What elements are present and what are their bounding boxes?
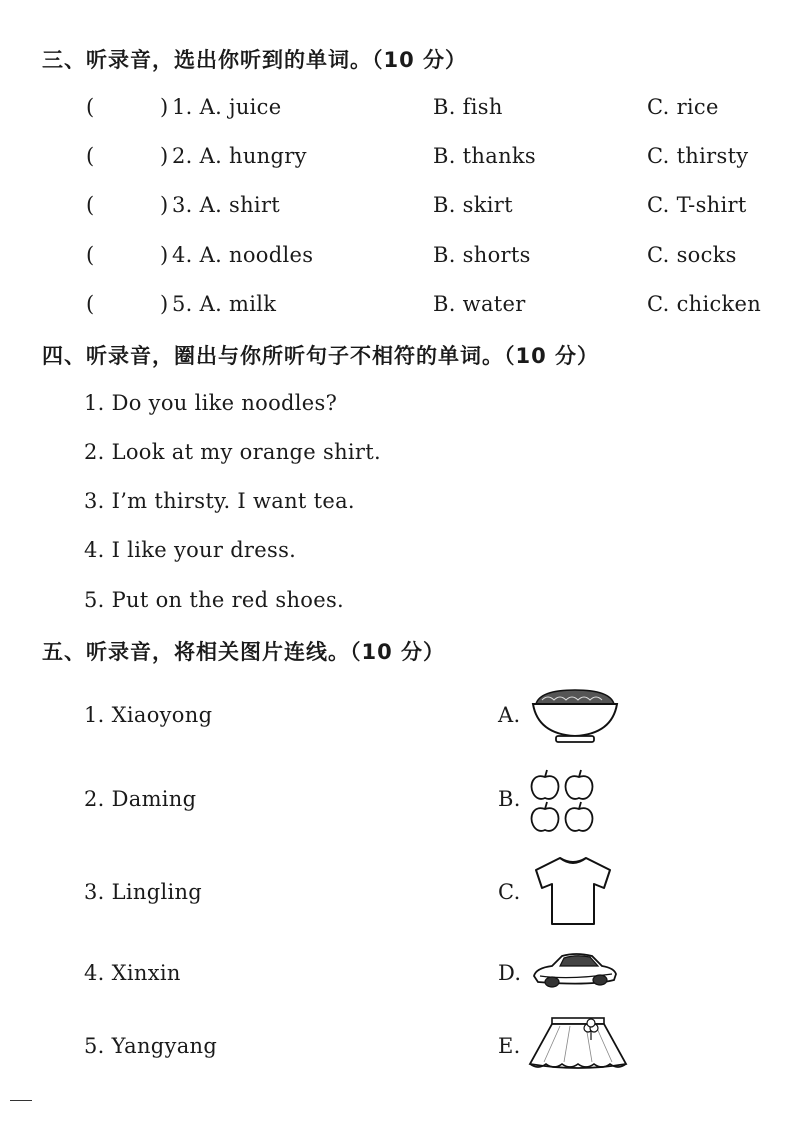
option-a: 5. A. milk: [172, 292, 277, 316]
option-b: B. skirt: [433, 193, 513, 217]
answer-paren-close: ): [160, 144, 169, 168]
section-3-heading: 三、听录音，选出你听到的单词。（10 分）: [42, 48, 468, 72]
answer-paren-open: (: [86, 193, 95, 217]
sentence: 5. Put on the red shoes.: [84, 588, 344, 612]
answer-paren-close: ): [160, 243, 169, 267]
option-label-b: B.: [498, 787, 521, 811]
sentence: 1. Do you like noodles?: [84, 391, 338, 415]
name-item: 2. Daming: [84, 787, 197, 811]
answer-paren-open: (: [86, 292, 95, 316]
option-label-e: E.: [498, 1034, 521, 1058]
sentence: 2. Look at my orange shirt.: [84, 440, 381, 464]
option-b: B. shorts: [433, 243, 531, 267]
option-a: 2. A. hungry: [172, 144, 307, 168]
option-c: C. rice: [647, 95, 719, 119]
sentence: 4. I like your dress.: [84, 538, 297, 562]
answer-paren-close: ): [160, 292, 169, 316]
option-a: 1. A. juice: [172, 95, 282, 119]
answer-paren-open: (: [86, 144, 95, 168]
answer-paren-open: (: [86, 95, 95, 119]
option-a: 3. A. shirt: [172, 193, 281, 217]
page-margin-mark: [10, 1100, 32, 1101]
answer-paren-close: ): [160, 95, 169, 119]
name-item: 5. Yangyang: [84, 1034, 218, 1058]
option-c: C. thirsty: [647, 144, 749, 168]
section-5-heading: 五、听录音，将相关图片连线。（10 分）: [42, 640, 446, 664]
option-b: B. fish: [433, 95, 503, 119]
noodle-bowl-icon: [530, 686, 620, 746]
option-label-c: C.: [498, 880, 521, 904]
option-label-a: A.: [498, 703, 521, 727]
name-item: 3. Lingling: [84, 880, 203, 904]
car-icon: [530, 950, 618, 992]
skirt-icon: [526, 1014, 630, 1072]
name-item: 1. Xiaoyong: [84, 703, 213, 727]
name-item: 4. Xinxin: [84, 961, 181, 985]
t-shirt-icon: [530, 854, 616, 928]
section-4-heading: 四、听录音，圈出与你所听句子不相符的单词。（10 分）: [42, 344, 600, 368]
answer-paren-close: ): [160, 193, 169, 217]
option-c: C. chicken: [647, 292, 762, 316]
answer-paren-open: (: [86, 243, 95, 267]
sentence: 3. I’m thirsty. I want tea.: [84, 489, 355, 513]
option-b: B. thanks: [433, 144, 536, 168]
option-c: C. socks: [647, 243, 737, 267]
apples-icon: [527, 767, 599, 833]
option-a: 4. A. noodles: [172, 243, 314, 267]
option-b: B. water: [433, 292, 526, 316]
option-c: C. T-shirt: [647, 193, 747, 217]
option-label-d: D.: [498, 961, 522, 985]
